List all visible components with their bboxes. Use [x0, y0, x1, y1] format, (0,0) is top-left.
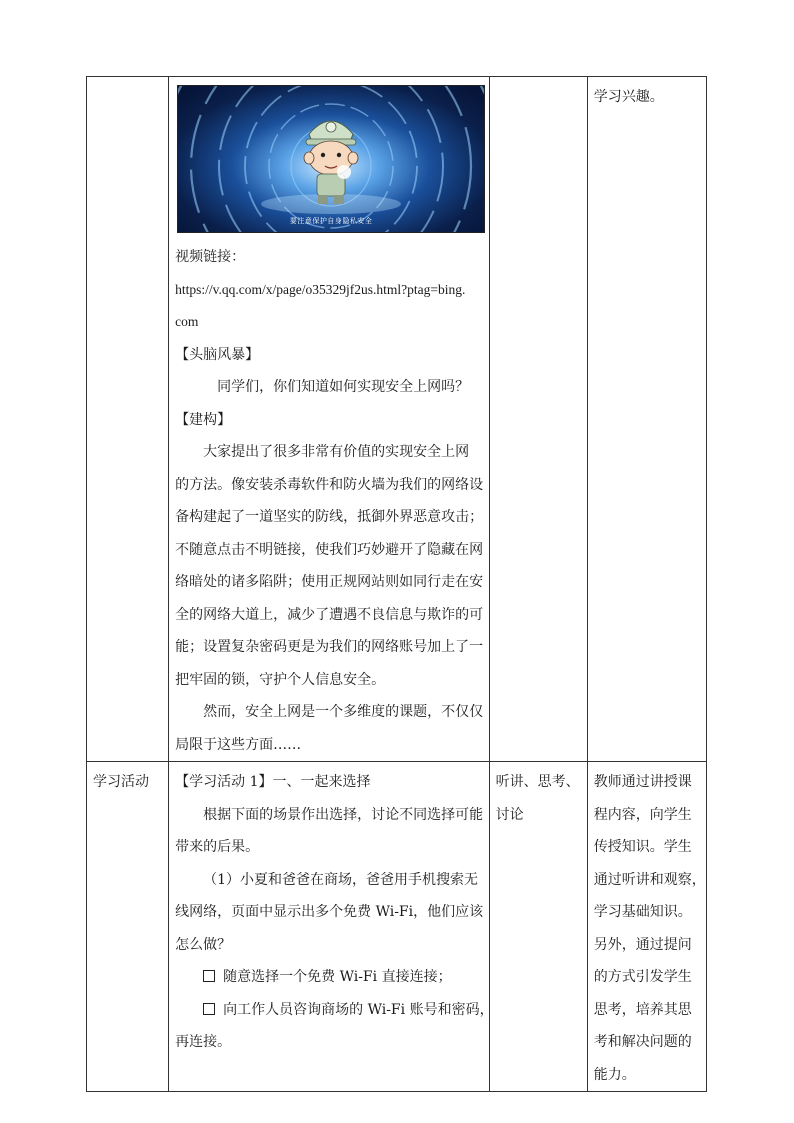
construct-heading: 【建构】 — [175, 411, 232, 428]
intent-text: 学习兴趣。 — [593, 89, 664, 105]
student-cell-empty — [489, 77, 587, 762]
paragraph-line: 把牢固的锁，守护个人信息安全。 — [175, 671, 386, 688]
intro-line: 根据下面的场景作出选择，讨论不同选择可能 — [203, 806, 484, 823]
option-2 — [175, 994, 494, 1027]
table-row-activity — [87, 762, 707, 1092]
paragraph-line: 大家提出了很多非常有价值的实现安全上网 — [203, 444, 470, 460]
video-url-line-1[interactable]: https://v.qq.com/x/page/o35329jf2us.html?ptag=bing. — [175, 281, 466, 297]
paragraph-line: 备构建起了一道坚实的防线，抵御外界恶意攻击； — [175, 509, 484, 525]
intro-line: 带来的后果。 — [175, 839, 260, 855]
video-url-line-2[interactable]: com — [175, 314, 199, 329]
intent-line: 另外，通过提问 — [593, 936, 692, 953]
tunnel-illustration — [178, 86, 484, 232]
option-1-label: 随意选择一个免费 Wi-Fi 直接连接； — [223, 969, 452, 985]
closing-line: 然而，安全上网是一个多维度的课题，不仅仅 — [203, 704, 484, 720]
video-caption: 要注意保护自身隐私安全 — [289, 217, 373, 225]
label-cell-empty — [87, 77, 169, 762]
paragraph-line: 能；设置复杂密码更是为我们的网络账号加上了一 — [175, 639, 484, 655]
closing-line: 局限于这些方面…… — [175, 736, 302, 753]
intent-line: 学习基础知识。 — [593, 904, 692, 920]
activity-title: 【学习活动 1】一、一起来选择 — [175, 774, 371, 790]
table-row-video — [87, 77, 707, 762]
checkbox-option-1[interactable] — [203, 970, 215, 982]
intent-line: 教师通过讲授课 — [593, 774, 692, 790]
student-cell-activity — [489, 762, 587, 1092]
scenario-line: 怎么做？ — [175, 936, 232, 953]
checkbox-option-2[interactable] — [203, 1003, 215, 1015]
video-link-label: 视频链接： — [175, 249, 246, 265]
intent-cell-video — [587, 77, 706, 762]
paragraph-line: 不随意点击不明链接，使我们巧妙避开了隐藏在网 — [175, 541, 484, 558]
intent-line: 考和解决问题的 — [593, 1034, 692, 1050]
brainstorm-heading: 【头脑风暴】 — [175, 346, 260, 363]
lesson-table — [86, 76, 707, 1092]
paragraph-line: 络暗处的诸多陷阱；使用正规网站则如同行走在安 — [175, 574, 484, 590]
video-thumbnail[interactable] — [177, 85, 485, 233]
scenario-line: 线网络，页面中显示出多个免费 Wi-Fi，他们应该 — [175, 904, 484, 920]
cartoon-character — [304, 121, 358, 204]
option-1 — [175, 961, 483, 994]
option-2-label: 向工作人员咨询商场的 Wi-Fi 账号和密码， — [223, 1001, 494, 1018]
intent-line: 思考，培养其思 — [593, 1001, 692, 1018]
intent-line: 的方式引发学生 — [593, 969, 692, 985]
student-activity-line: 讨论 — [495, 806, 524, 823]
scenario-line: （1）小夏和爸爸在商场，爸爸用手机搜索无 — [203, 871, 479, 888]
intent-cell-activity — [587, 762, 706, 1092]
content-cell-activity — [169, 762, 494, 1092]
intent-line: 能力。 — [593, 1066, 636, 1083]
paragraph-line: 的方法。像安装杀毒软件和防火墙为我们的网络设 — [175, 476, 484, 493]
student-activity-line: 听讲、思考、 — [495, 774, 580, 790]
intent-line: 通过听讲和观察， — [593, 871, 706, 888]
intent-line: 程内容，向学生 — [593, 806, 692, 823]
brainstorm-question: 同学们，你们知道如何实现安全上网吗？ — [217, 379, 470, 395]
intent-line: 传授知识。学生 — [593, 839, 692, 855]
section-label: 学习活动 — [93, 774, 149, 790]
option-2-continued: 再连接。 — [175, 1034, 232, 1050]
paragraph-line: 全的网络大道上，减少了遭遇不良信息与欺诈的可 — [175, 606, 484, 623]
content-cell-video — [169, 77, 490, 762]
label-cell-activity — [87, 762, 169, 1092]
